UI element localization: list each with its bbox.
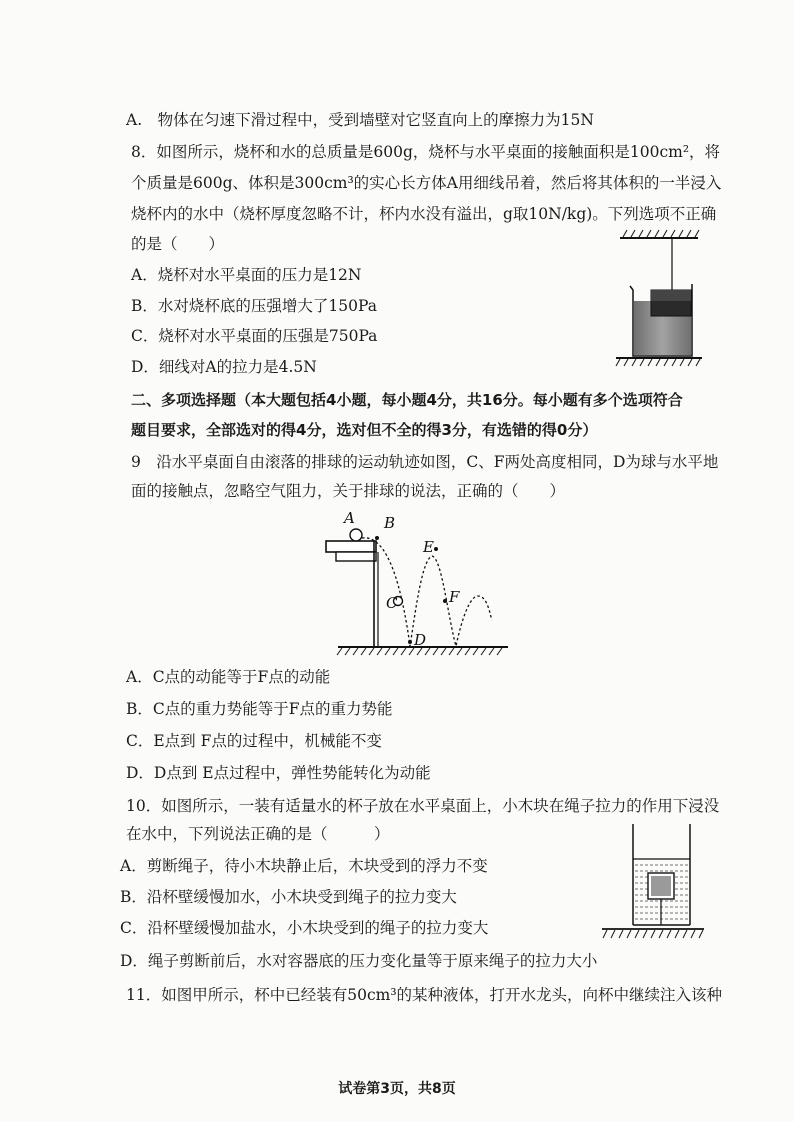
q8-stem-line3: 烧杯内的水中（烧杯厚度忽略不计，杯内水没有溢出，g取10N/kg)。下列选项不正确 (131, 205, 717, 223)
label-a: A (344, 509, 355, 527)
label-e: E (423, 538, 434, 556)
option-a-q7: A. 物体在匀速下滑过程中，受到墙壁对它竖直向上的摩擦力为15N (126, 111, 594, 129)
label-f: F (449, 588, 460, 606)
section-heading-line2: 题目要求，全部选对的得4分，选对但不全的得3分，有选错的得0分） (131, 421, 598, 439)
q8-option-b: B．水对烧杯底的压强增大了150Pa (131, 297, 377, 315)
label-d: D (414, 631, 427, 649)
q10-option-d: D．绳子剪断前后，水对容器底的压力变化量等于原来绳子的拉力大小 (120, 952, 598, 970)
page-footer: 试卷第3页，共8页 (338, 1081, 456, 1097)
q8-option-a: A．烧杯对水平桌面的压力是12N (131, 266, 362, 284)
q8-stem-line4: 的是（ ） (131, 235, 225, 253)
ball-trajectory-figure (318, 508, 518, 660)
q9-option-d: D．D点到 E点过程中，弹性势能转化为动能 (126, 764, 431, 782)
q9-option-c: C．E点到 F点的过程中，机械能不变 (126, 732, 382, 750)
q9-option-b: B．C点的重力势能等于F点的重力势能 (126, 700, 393, 718)
q10-stem-line2: 在水中，下列说法正确的是（ ） (126, 825, 390, 843)
q11-stem-line1: 11．如图甲所示，杯中已经装有50cm³的某种液体，打开水龙头，向杯中继续注入该种 (126, 986, 723, 1004)
q10-option-c: C．沿杯壁缓慢加盐水，小木块受到的绳子的拉力变大 (120, 919, 489, 937)
q8-option-d: D．细线对A的拉力是4.5N (131, 358, 317, 376)
q9-stem-line1: 9 沿水平桌面自由滚落的排球的运动轨迹如图，C、F两处高度相同，D为球与水平地 (131, 453, 719, 471)
q9-stem-line2: 面的接触点，忽略空气阻力，关于排球的说法，正确的（ ） (131, 482, 566, 500)
q8-stem-line1: 8．如图所示，烧杯和水的总质量是600g，烧杯与水平桌面的接触面积是100cm²，将 (131, 143, 721, 161)
q10-option-a: A．剪断绳子，待小木块静止后，木块受到的浮力不变 (120, 857, 488, 875)
q8-option-c: C．烧杯对水平桌面的压强是750Pa (131, 327, 378, 345)
q10-option-b: B．沿杯壁缓慢加水，小木块受到绳子的拉力变大 (120, 888, 457, 906)
q8-stem-line2: 个质量是600g、体积是300cm³的实心长方体A用细线吊着，然后将其体积的一半浸入 (131, 174, 722, 192)
beaker-block-figure (610, 228, 706, 370)
cup-tethered-block-figure (600, 822, 706, 942)
label-b: B (384, 514, 396, 532)
q9-option-a: A．C点的动能等于F点的动能 (126, 668, 331, 686)
section-heading-line1: 二、多项选择题（本大题包括4小题，每小题4分，共16分。每小题有多个选项符合 (131, 391, 683, 409)
label-c: C (386, 594, 398, 612)
q10-stem-line1: 10．如图所示，一装有适量水的杯子放在水平桌面上，小木块在绳子拉力的作用下浸没 (126, 797, 720, 815)
